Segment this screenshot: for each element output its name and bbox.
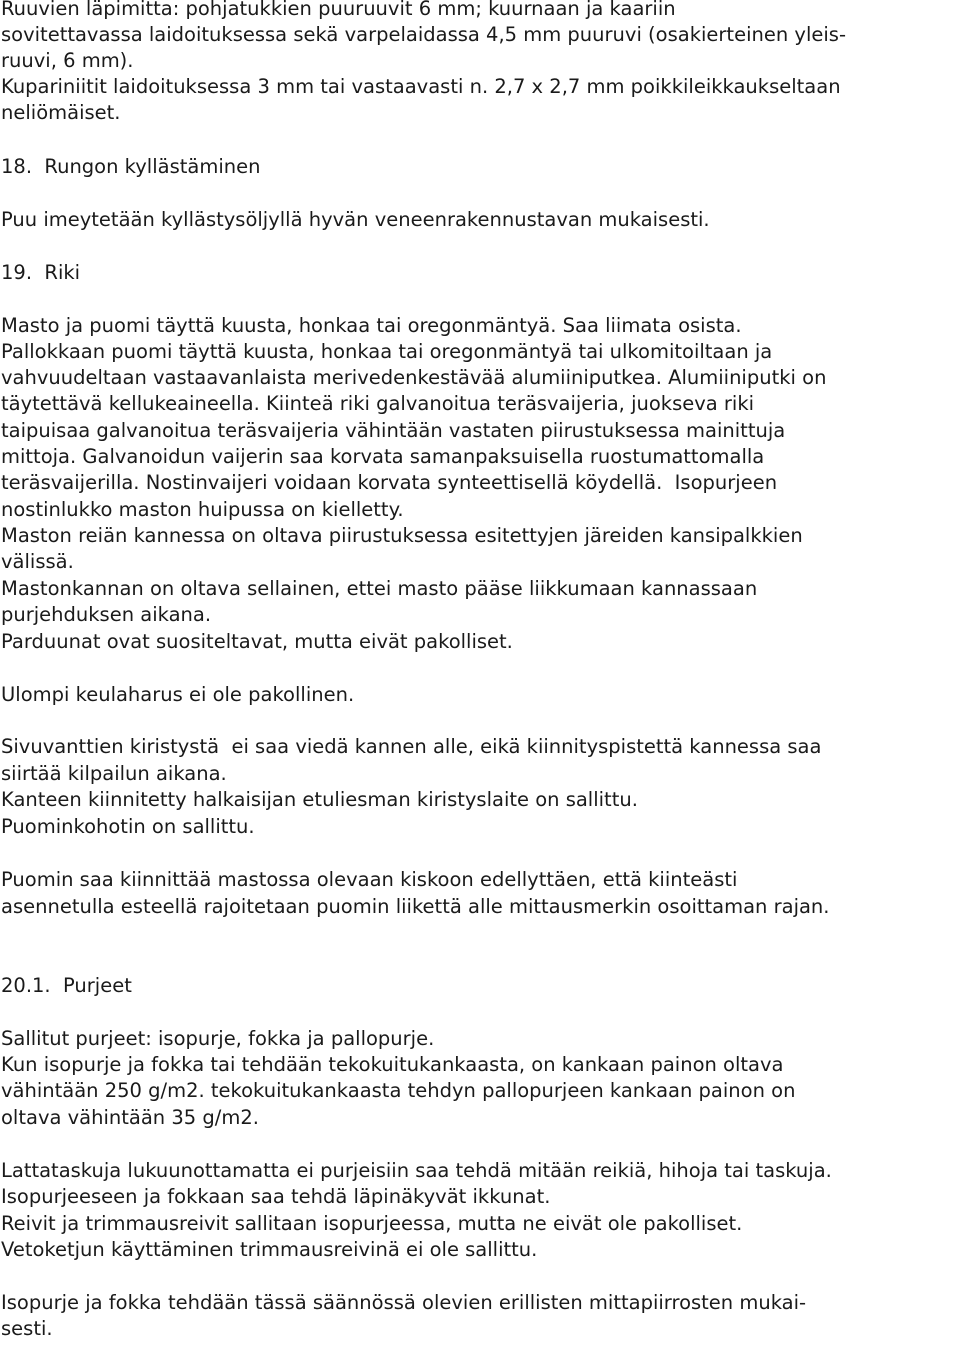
paragraph-line: täytettävä kellukeaineella. Kiinteä riki galvanoitua teräsvaijeria, juokseva riki	[1, 392, 755, 415]
paragraph-line: Puu imeytetään kyllästysöljyllä hyvän veneenrakennustavan mukaisesti.	[1, 208, 710, 231]
paragraph-line: siirtää kilpailun aikana.	[1, 762, 227, 785]
paragraph-line: Isopurjeeseen ja fokkaan saa tehdä läpinäkyvät ikkunat.	[1, 1185, 551, 1208]
paragraph-line: Ruuvien läpimitta: pohjatukkien puuruuvit 6 mm; kuurnaan ja kaariin	[1, 0, 676, 20]
paragraph-line: mittoja. Galvanoidun vaijerin saa korvata samanpaksuisella ruostumattomalla	[1, 445, 765, 468]
section-heading: 19. Riki	[1, 261, 81, 284]
paragraph-line: Sivuvanttien kiristystä ei saa viedä kannen alle, eikä kiinnityspistettä kannessa saa	[1, 735, 822, 758]
paragraph-line: Kupariniitit laidoituksessa 3 mm tai vastaavasti n. 2,7 x 2,7 mm poikkileikkaukseltaan	[1, 75, 841, 98]
paragraph-line: Lattataskuja lukuunottamatta ei purjeisiin saa tehdä mitään reikiä, hihoja tai taskuja.	[1, 1159, 832, 1182]
paragraph-line: purjehduksen aikana.	[1, 603, 212, 626]
paragraph-line: Masto ja puomi täyttä kuusta, honkaa tai oregonmäntyä. Saa liimata osista.	[1, 314, 742, 337]
paragraph-line: Isopurje ja fokka tehdään tässä säännössä olevien erillisten mittapiirrosten mukai-	[1, 1291, 807, 1314]
paragraph-line: Ulompi keulaharus ei ole pakollinen.	[1, 683, 355, 706]
paragraph-line: teräsvaijerilla. Nostinvaijeri voidaan korvata synteettisellä köydellä. Isopurjeen	[1, 471, 778, 494]
paragraph-line: Kun isopurje ja fokka tai tehdään tekokuitukankaasta, on kankaan painon oltava	[1, 1053, 784, 1076]
paragraph-line: asennetulla esteellä rajoitetaan puomin liikettä alle mittausmerkin osoittaman rajan.	[1, 895, 830, 918]
paragraph-line: Maston reiän kannessa on oltava piirustuksessa esitettyjen järeiden kansipalkkien	[1, 524, 803, 547]
paragraph-line: Mastonkannan on oltava sellainen, ettei masto pääse liikkumaan kannassaan	[1, 577, 758, 600]
paragraph-line: taipuisaa galvanoitua teräsvaijeria vähintään vastaten piirustuksessa mainittuja	[1, 419, 786, 442]
paragraph-line: nostinlukko maston huipussa on kielletty.	[1, 498, 404, 521]
paragraph-line: Pallokkaan puomi täyttä kuusta, honkaa tai oregonmäntyä tai ulkomitoiltaan ja	[1, 340, 773, 363]
paragraph-line: ruuvi, 6 mm).	[1, 49, 134, 72]
paragraph-line: neliömäiset.	[1, 101, 121, 124]
paragraph-line: Reivit ja trimmausreivit sallitaan isopurjeessa, mutta ne eivät ole pakolliset.	[1, 1212, 743, 1235]
section-heading: 20.1. Purjeet	[1, 974, 132, 997]
paragraph-line: Sallitut purjeet: isopurje, fokka ja pallopurje.	[1, 1027, 435, 1050]
paragraph-line: Parduunat ovat suositeltavat, mutta eivät pakolliset.	[1, 630, 513, 653]
section-heading: 18. Rungon kyllästäminen	[1, 155, 261, 178]
paragraph-line: sovitettavassa laidoituksessa sekä varpelaidassa 4,5 mm puuruvi (osakierteinen yleis-	[1, 23, 846, 46]
paragraph-line: Kanteen kiinnitetty halkaisijan etuliesman kiristyslaite on sallittu.	[1, 788, 638, 811]
paragraph-line: vähintään 250 g/m2. tekokuitukankaasta tehdyn pallopurjeen kankaan painon on	[1, 1079, 796, 1102]
paragraph-line: välissä.	[1, 550, 74, 573]
paragraph-line: Vetoketjun käyttäminen trimmausreivinä ei ole sallittu.	[1, 1238, 538, 1261]
paragraph-line: vahvuudeltaan vastaavanlaista merivedenkestävää alumiiniputkea. Alumiiniputki on	[1, 366, 827, 389]
paragraph-line: Puominkohotin on sallittu.	[1, 815, 255, 838]
paragraph-line: Puomin saa kiinnittää mastossa olevaan kiskoon edellyttäen, että kiinteästi	[1, 868, 738, 891]
paragraph-line: oltava vähintään 35 g/m2.	[1, 1106, 259, 1129]
paragraph-line: sesti.	[1, 1317, 53, 1340]
